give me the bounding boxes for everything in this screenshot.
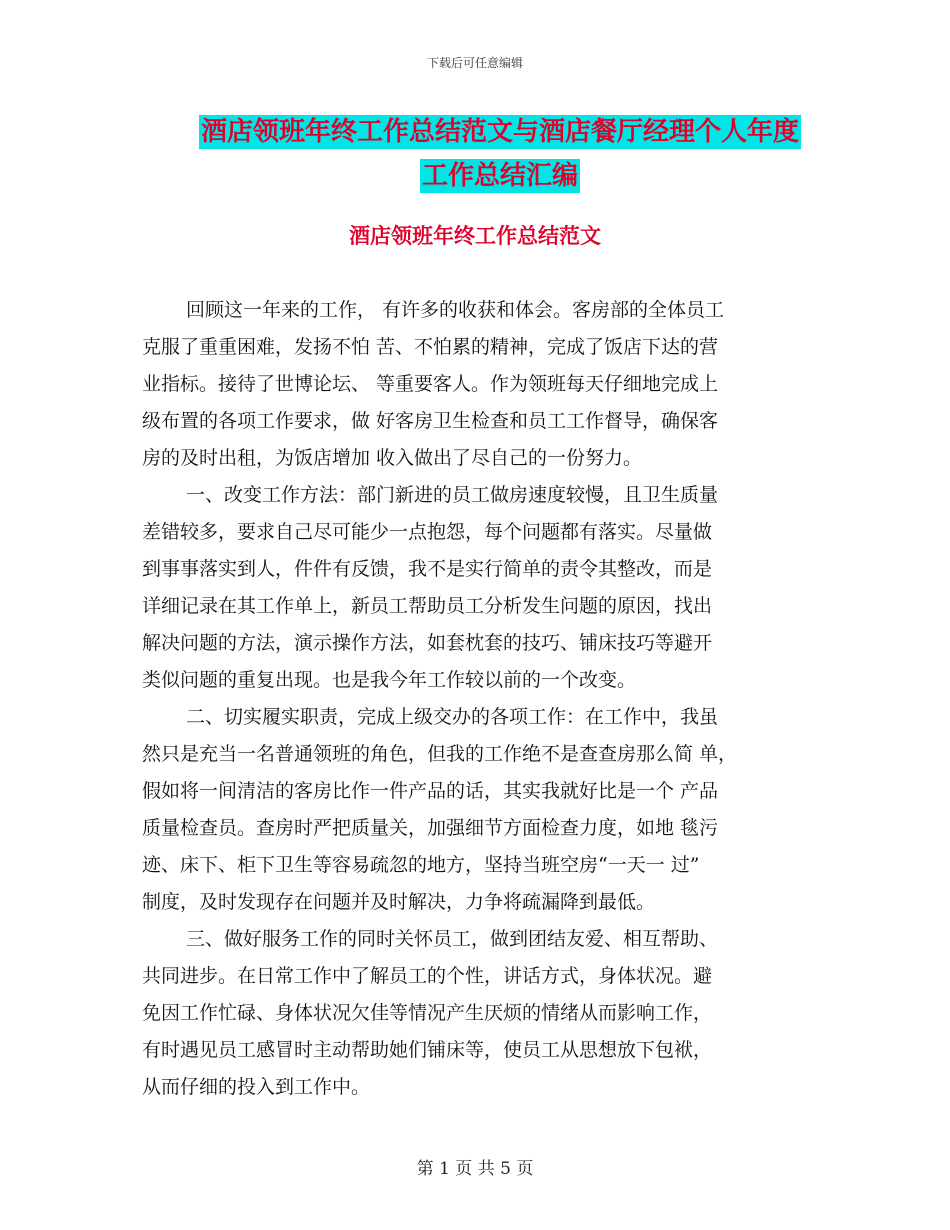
paragraph-line: 假如将一间清洁的客房比作一件产品的话，其实我就好比是一个 产品: [142, 780, 719, 802]
paragraph-line: 从而仔细的投入到工作中。: [142, 1076, 371, 1098]
header-note: 下载后可任意编辑: [426, 56, 523, 70]
paragraph-line: 到事事落实到人，件件有反馈，我不是实行简单的责令其整改，而是: [142, 558, 713, 580]
paragraph-line: 迹、床下、柜下卫生等容易疏忽的地方，坚持当班空房“一天一 过”: [142, 854, 700, 876]
paragraph-line: 克服了重重困难，发扬不怕 苦、不怕累的精神，完成了饭店下达的营: [142, 336, 719, 358]
paragraph-line: 制度，及时发现存在问题并及时解决，力争将疏漏降到最低。: [142, 891, 656, 913]
paragraph-line: 有时遇见员工感冒时主动帮助她们铺床等，使员工从思想放下包袱，: [142, 1039, 713, 1061]
paragraph-line: 房的及时出租，为饭店增加 收入做出了尽自己的一份努力。: [142, 447, 643, 469]
paragraph-line: 一、改变工作方法：部门新进的员工做房速度较慢，且卫生质量: [186, 484, 719, 506]
paragraph-line: 质量检查员。查房时严把质量关，加强细节方面检查力度，如地 毯污: [142, 817, 719, 839]
paragraph-line: 业指标。接待了世博论坛、 等重要客人。作为领班每天仔细地完成上: [142, 373, 719, 395]
paragraph-line: 然只是充当一名普通领班的角色，但我的工作绝不是查查房那么简 单，: [142, 743, 738, 765]
section-title: 酒店领班年终工作总结范文: [349, 224, 601, 248]
document-title: [120, 110, 880, 198]
paragraph-line: 类似问题的重复出现。也是我今年工作较以前的一个改变。: [142, 669, 637, 691]
title-line-1: 酒店领班年终工作总结范文与酒店餐厅经理个人年度: [200, 117, 799, 147]
paragraph-line: 解决问题的方法，演示操作方法，如套枕套的技巧、铺床技巧等避开: [142, 632, 713, 654]
document-body: [142, 292, 808, 1106]
paragraph-line: 回顾这一年来的工作， 有许多的收获和体会。客房部的全体员工: [186, 299, 725, 321]
paragraph-line: 二、切实履实职责，完成上级交办的各项工作：在工作中，我虽: [186, 706, 719, 728]
paragraph-line: 级布置的各项工作要求，做 好客房卫生检查和员工工作督导，确保客: [142, 410, 719, 432]
title-line-2: 工作总结汇编: [421, 161, 578, 191]
paragraph-line: 差错较多，要求自己尽可能少一点抱怨，每个问题都有落实。尽量做: [142, 521, 713, 543]
paragraph-line: 共同进步。在日常工作中了解员工的个性，讲话方式，身体状况。避: [142, 965, 713, 987]
paragraph-line: 三、做好服务工作的同时关怀员工，做到团结友爱、相互帮助、: [186, 928, 719, 950]
page-footer: 第 1 页 共 5 页: [416, 1159, 534, 1179]
paragraph-line: 详细记录在其工作单上，新员工帮助员工分析发生问题的原因，找出: [142, 595, 713, 617]
paragraph-line: 免因工作忙碌、身体状况欠佳等情况产生厌烦的情绪从而影响工作，: [142, 1002, 713, 1024]
